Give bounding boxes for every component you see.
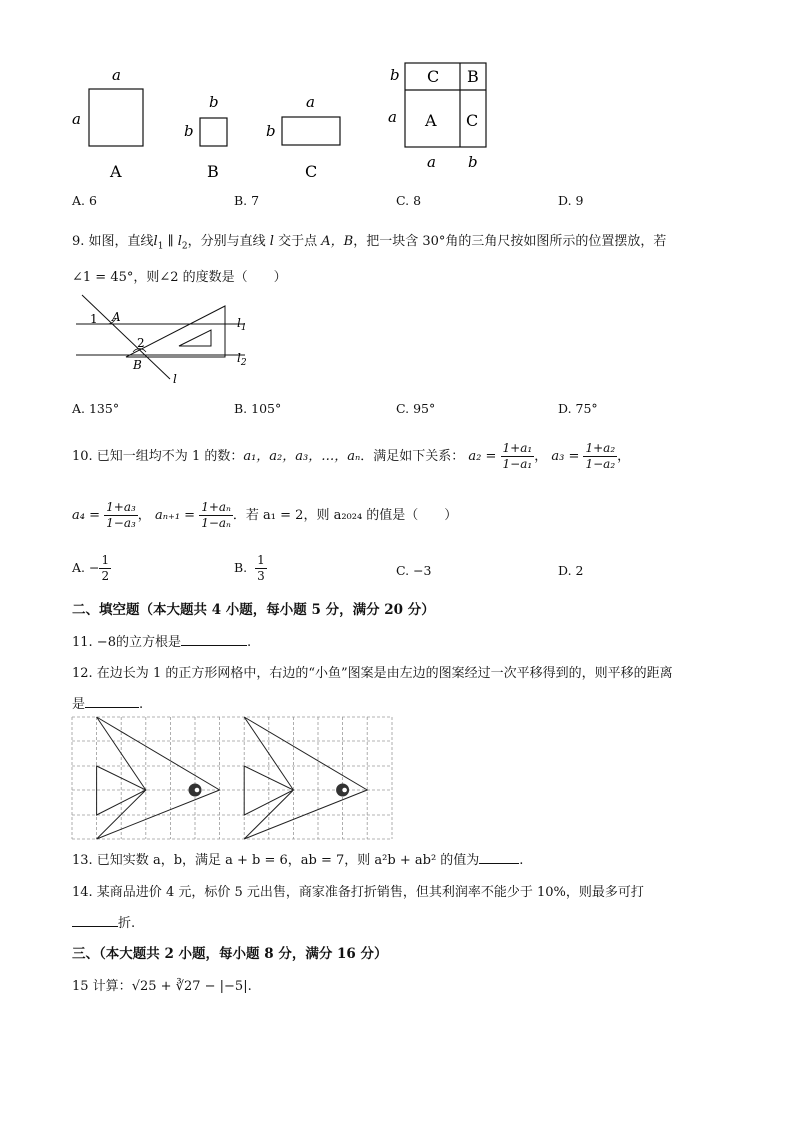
square-b-name: B <box>207 162 219 181</box>
q9-stem-mid: ，分别与直线 <box>187 234 266 249</box>
q12-answer-blank[interactable] <box>85 695 139 708</box>
q8-option-d[interactable]: D. 9 <box>558 193 584 208</box>
point-b-label: B <box>133 358 142 372</box>
q10-an-fraction: $\frac{\text{1+aₙ}}{\text{1−aₙ}}$ <box>201 500 231 530</box>
q9-stem-mid2: 交于点 <box>278 234 318 249</box>
q10-option-c[interactable]: C. −3 <box>396 563 432 578</box>
q14-answer-blank[interactable] <box>72 914 118 927</box>
composite-col-label-a: a <box>427 153 436 171</box>
q13-stem: 13. 已知实数 a，b，满足 a + b = 6，ab = 7，则 a²b + ab² 的值为 . <box>72 853 524 868</box>
q8-option-a[interactable]: A. 6 <box>72 193 97 208</box>
square-b-top-label: b <box>209 93 219 111</box>
q10-option-d[interactable]: D. 2 <box>558 563 584 578</box>
composite-row-label-a: a <box>388 108 397 126</box>
q9-stem-post: ，把一块含 30°角的三角尺按如图所示的位置摆放，若 <box>353 234 667 249</box>
q10-option-b[interactable]: B. $\frac{1}{3}$ <box>234 553 265 583</box>
line-l2-label: $l_2$ <box>237 351 247 368</box>
q9-parallel-lines-figure <box>70 292 260 392</box>
point-a-label: A <box>112 310 121 324</box>
q15-stem: 15 计算：√25 + ∛27 − |−5|. <box>72 979 252 994</box>
fish-grid-figure <box>71 716 395 842</box>
q12-stem-line2: 是 . <box>72 697 144 712</box>
q9-points: A，B <box>317 234 354 249</box>
q9-option-c[interactable]: C. 95° <box>396 401 436 416</box>
q9-l1-sub: 1 <box>157 241 164 252</box>
q15-expression: √25 + ∛27 − |−5|. <box>131 979 252 994</box>
square-a-name: A <box>110 162 122 181</box>
rectangle-c-side-label: b <box>266 122 276 140</box>
q14-stem-line2: 折. <box>72 912 135 931</box>
q11-answer-blank[interactable] <box>181 633 247 646</box>
q11-stem: 11. −8的立方根是 . <box>72 635 252 650</box>
q10-a4-fraction: $\frac{\text{1+a₃}}{\text{1−a₃}}$ <box>106 500 136 530</box>
q10-a3-lhs: a₃ = <box>551 449 580 464</box>
composite-row-label-b: b <box>390 66 400 84</box>
q9-stem-line2: ∠1 = 45°，则∠2 的度数是（ ） <box>72 270 287 285</box>
q9-l2: l <box>177 234 182 249</box>
q10-an-lhs: aₙ₊₁ = <box>154 508 196 523</box>
q9-parallel: ∥ <box>163 234 178 249</box>
q10-option-a[interactable]: A. − $\frac{1}{2}$ <box>72 553 110 583</box>
fish-left <box>97 717 220 839</box>
q10-a2-fraction: $\frac{\text{1+a₁}}{\text{1−a₁}}$ <box>502 441 533 471</box>
q10-stem-post: ．若 a₁ = 2，则 a₂₀₂₄ 的值是（ ） <box>232 508 458 523</box>
fish-right <box>244 717 367 839</box>
q8-option-c[interactable]: C. 8 <box>396 193 422 208</box>
rectangle-c-shape <box>282 117 340 145</box>
q9-option-b[interactable]: B. 105° <box>234 401 282 416</box>
q9-l2-sub: 2 <box>181 241 188 252</box>
q9-option-d[interactable]: D. 75° <box>558 401 598 416</box>
composite-cell-top-left: C <box>427 67 440 86</box>
square-a-shape <box>89 89 143 146</box>
q10-sequence: a₁，a₂，a₃，…，aₙ <box>243 449 361 464</box>
q14-stem-line1: 14. 某商品进价 4 元，标价 5 元出售，商家准备打折销售，但其利润率不能少于 10%，则最多可打 <box>72 885 644 900</box>
rectangle-c-top-label: a <box>306 93 315 111</box>
area-tiles-figure <box>60 60 500 185</box>
angle-1-label: 1 <box>90 312 98 326</box>
square-b-shape <box>200 118 227 146</box>
q9-stem-line1 <box>72 230 666 252</box>
angle-2-label: 2 <box>137 336 145 350</box>
square-a-top-label: a <box>112 66 121 84</box>
composite-cell-bottom-left: A <box>425 111 437 130</box>
q9-stem-pre: 9. 如图，直线 <box>72 234 154 249</box>
line-l1-label: $l_1$ <box>237 316 247 333</box>
q10-a2-lhs: a₂ = <box>468 449 497 464</box>
q12-stem-line1: 12. 在边长为 1 的正方形网格中，右边的“小鱼”图案是由左边的图案经过一次平移得到的，则平移的距离 <box>72 666 673 681</box>
q10-stem-line2: a₄ = $\frac{\text{1+a₃}}{\text{1−a₃}}$ ， aₙ₊₁ = $\frac{\text{1+aₙ}}{\text{1−aₙ}}$ ．若 a₁ = 2，则 a₂₀₂₄ 的值是（ ） <box>72 500 458 530</box>
q10-stem-mid: ．满足如下关系： <box>360 449 465 464</box>
q9-l1: l <box>153 234 158 249</box>
q10-stem-line1: 10. 已知一组均不为 1 的数：a₁，a₂，a₃，…，aₙ．满足如下关系： a₂ = $\frac{\text{1+a₁}}{\text{1−a₁}}$ ， a₃ = $\frac{\text{1+a₂}}{\text{1−a₂}}$ ， <box>72 441 631 471</box>
rectangle-c-name: C <box>305 162 318 181</box>
q9-option-a[interactable]: A. 135° <box>72 401 120 416</box>
section-3-title: 三、（本大题共 2 小题，每小题 8 分，满分 16 分） <box>72 946 388 962</box>
composite-cell-bottom-right: C <box>466 111 479 130</box>
square-a-side-label: a <box>72 110 81 128</box>
composite-cell-top-right: B <box>467 67 479 86</box>
q10-a3-fraction: $\frac{\text{1+a₂}}{\text{1−a₂}}$ <box>585 441 616 471</box>
q9-line-l: l <box>265 234 279 249</box>
q10-stem-pre: 10. 已知一组均不为 1 的数： <box>72 449 244 464</box>
composite-col-label-b: b <box>468 153 478 171</box>
section-2-title: 二、填空题（本大题共 4 小题，每小题 5 分，满分 20 分） <box>72 602 435 618</box>
square-b-side-label: b <box>184 122 194 140</box>
line-l-label: l <box>173 372 177 386</box>
q13-answer-blank[interactable] <box>479 851 519 864</box>
q10-a4-lhs: a₄ = <box>72 508 100 523</box>
q8-option-b[interactable]: B. 7 <box>234 193 260 208</box>
